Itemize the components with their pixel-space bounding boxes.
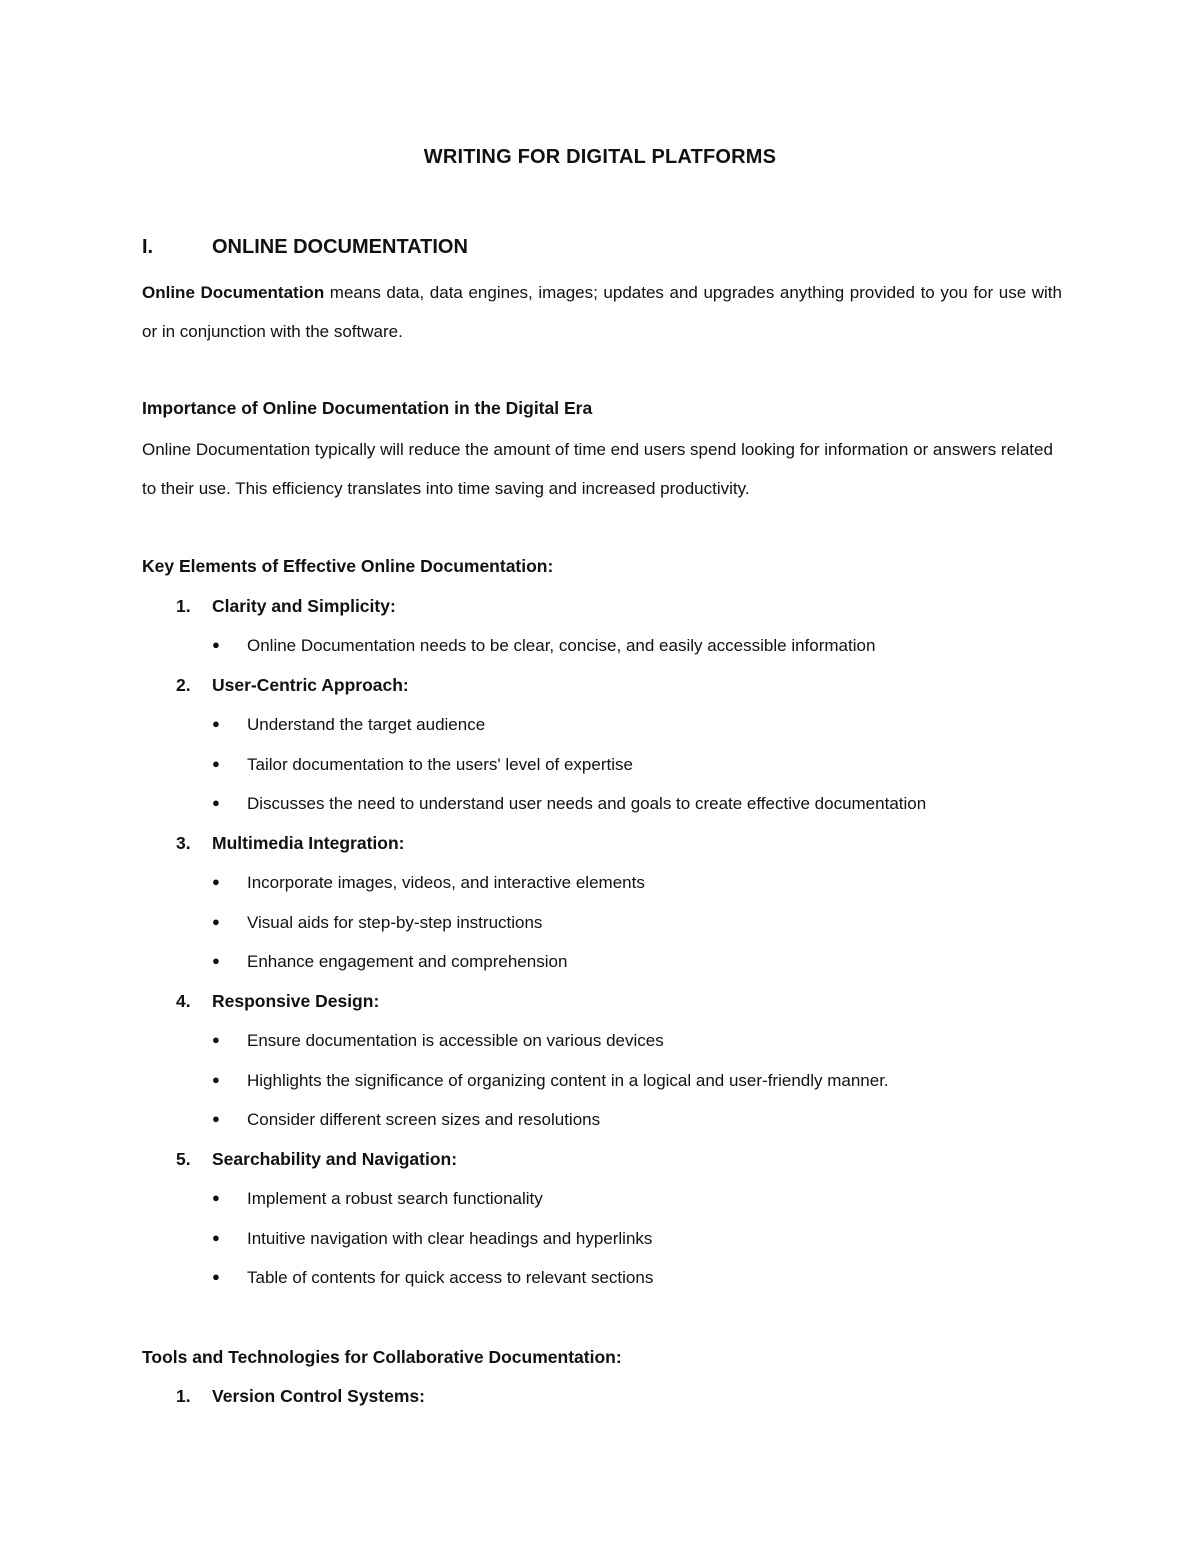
importance-heading: Importance of Online Documentation in the Digital Era (142, 398, 593, 418)
bullet-text: Intuitive navigation with clear headings and hyperlinks (247, 1229, 653, 1248)
item-number: 4. (176, 991, 191, 1011)
bullet-item (212, 794, 926, 814)
tools-item (176, 1386, 425, 1407)
section-heading-text: ONLINE DOCUMENTATION (212, 236, 468, 258)
section-number: I. (142, 236, 154, 258)
item-number: 3. (176, 833, 191, 853)
tools-heading: Tools and Technologies for Collaborative Documentation: (142, 1347, 622, 1367)
item-label: User-Centric Approach: (212, 675, 409, 695)
item-number: 5. (176, 1149, 191, 1169)
item-number: 2. (176, 675, 191, 695)
item-number: 1. (176, 596, 191, 616)
bullet-item (212, 636, 875, 656)
bullet-icon: ● (212, 756, 220, 771)
bullet-icon: ● (212, 1230, 220, 1245)
bullet-item (212, 1268, 653, 1288)
bullet-text: Highlights the significance of organizing content in a logical and user-friendly manner. (247, 1071, 889, 1090)
bullet-item (212, 1071, 889, 1091)
bullet-item (212, 715, 485, 735)
item-label: Version Control Systems: (212, 1386, 425, 1406)
bullet-item (212, 1229, 652, 1249)
item-label: Searchability and Navigation: (212, 1149, 458, 1169)
bullet-icon: ● (212, 1111, 220, 1126)
bullet-text: Ensure documentation is accessible on various devices (247, 1031, 664, 1050)
bullet-icon: ● (212, 914, 220, 929)
section-heading (142, 236, 468, 259)
key-element-item (176, 1149, 457, 1170)
key-element-item (176, 833, 405, 854)
bullet-icon: ● (212, 716, 220, 731)
bullet-icon: ● (212, 637, 220, 652)
bullet-icon: ● (212, 795, 220, 810)
bullet-text: Discusses the need to understand user needs and goals to create effective documentation (247, 794, 927, 813)
document-title: WRITING FOR DIGITAL PLATFORMS (423, 146, 777, 168)
definition-text: means data, data engines, images; updates and upgrades anything provided to you for use with or in conjunction with the software. (142, 283, 1062, 341)
item-label: Multimedia Integration: (212, 833, 405, 853)
key-elements-heading: Key Elements of Effective Online Documentation: (142, 556, 554, 576)
bullet-icon: ● (212, 1269, 220, 1284)
bullet-item (212, 1189, 543, 1209)
bullet-item (212, 1110, 600, 1130)
importance-paragraph: Online Documentation typically will reduce the amount of time end users spend looking for information or answers related to their use. This efficiency translates into time saving and increased productivity. (142, 440, 1053, 498)
bullet-icon: ● (212, 953, 220, 968)
bullet-icon: ● (212, 1072, 220, 1087)
definition-term: Online Documentation (142, 283, 325, 302)
bullet-icon: ● (212, 1190, 220, 1205)
bullet-text: Enhance engagement and comprehension (247, 952, 568, 971)
item-label: Responsive Design: (212, 991, 380, 1011)
item-label: Clarity and Simplicity: (212, 596, 396, 616)
bullet-text: Incorporate images, videos, and interactive elements (247, 873, 645, 892)
bullet-text: Tailor documentation to the users' level of expertise (247, 755, 633, 774)
bullet-item (212, 952, 567, 972)
key-element-item (176, 675, 409, 696)
bullet-text: Online Documentation needs to be clear, concise, and easily accessible information (247, 636, 876, 655)
bullet-item (212, 873, 645, 893)
bullet-text: Visual aids for step-by-step instructions (247, 913, 543, 932)
bullet-text: Implement a robust search functionality (247, 1189, 543, 1208)
bullet-text: Consider different screen sizes and resolutions (247, 1110, 601, 1129)
bullet-item (212, 913, 542, 933)
bullet-item (212, 1031, 664, 1051)
bullet-text: Table of contents for quick access to relevant sections (247, 1268, 654, 1287)
bullet-text: Understand the target audience (247, 715, 486, 734)
bullet-icon: ● (212, 874, 220, 889)
key-element-item (176, 596, 396, 617)
definition-paragraph (142, 273, 1062, 351)
item-number: 1. (176, 1386, 191, 1406)
bullet-item (212, 755, 633, 775)
bullet-icon: ● (212, 1032, 220, 1047)
key-element-item (176, 991, 379, 1012)
